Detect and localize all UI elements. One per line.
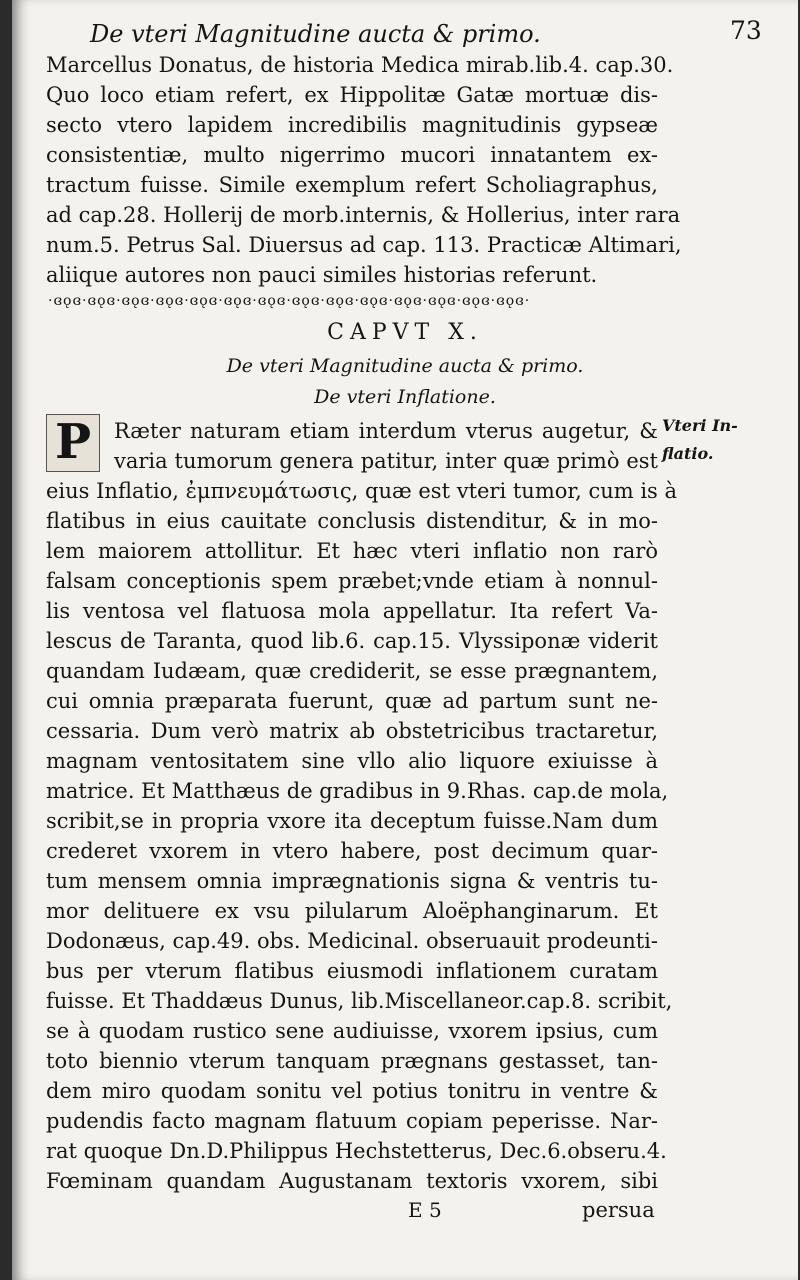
text-line: falsam conceptionis spem præbet;vnde etiam à nonnul-: [46, 569, 658, 593]
text-line: flatibus in eius cauitate conclusis distenditur, & in mo-: [46, 509, 658, 533]
chapter-heading: CAPVT X.: [327, 320, 483, 345]
text-line: scribit,se in propria vxore ita deceptum fuisse.Nam dum: [46, 809, 658, 833]
text-line: fuisse. Et Thaddæus Dunus, lib.Miscellaneor.cap.8. scribit,: [46, 989, 673, 1013]
text-line: Quo loco etiam refert, ex Hippolitæ Gatæ mortuæ dis-: [46, 83, 658, 107]
decorated-initial: P: [46, 414, 100, 472]
text-line: eius Inflatio, ἐμπνευμάτωσις, quæ est vteri tumor, cum is à: [46, 479, 678, 503]
page-number: 73: [730, 16, 762, 45]
text-line: Fœminam quandam Augustanam textoris vxorem, sibi: [46, 1169, 658, 1193]
text-line: Marcellus Donatus, de historia Medica mirab.lib.4. cap.30.: [46, 53, 674, 77]
text-line: aliique autores non pauci similes historias referunt.: [46, 263, 598, 287]
text-line: magnam ventositatem sine vllo alio liquore exiuisse à: [46, 749, 658, 773]
text-line: rat quoque Dn.D.Philippus Hechstetterus, Dec.6.obseru.4.: [46, 1139, 667, 1163]
text-line: Dodonæus, cap.49. obs. Medicinal. obseruauit prodeunti-: [46, 929, 658, 953]
text-line: pudendis facto magnam flatuum copiam peperisse. Nar-: [46, 1109, 658, 1133]
text-line: consistentiæ, multo nigerrimo mucori innatantem ex-: [46, 143, 658, 167]
text-line: mor delituere ex vsu pilularum Aloëphanginarum. Et: [46, 899, 658, 923]
catchword: persua: [582, 1198, 655, 1222]
margin-note: flatio.: [662, 444, 714, 463]
ornament-border: ·ɞǫɞ·ɞǫɞ·ɞǫɞ·ɞǫɞ·ɞǫɞ·ɞǫɞ·ɞǫɞ·ɞǫɞ·ɞǫɞ·ɞǫɞ·ɞǫɞ·ɞǫɞ·ɞǫɞ·ɞǫɞ·: [48, 293, 531, 309]
text-line: Ræter naturam etiam interdum vterus augetur, &: [114, 419, 658, 443]
running-title: De vteri Magnitudine aucta & primo.: [90, 20, 541, 48]
text-line: lis ventosa vel flatuosa mola appellatur. Ita refert Va-: [46, 599, 658, 623]
chapter-subtitle: De vteri Magnitudine aucta & primo.: [226, 355, 584, 377]
text-line: matrice. Et Matthæus de gradibus in 9.Rhas. cap.de mola,: [46, 779, 669, 803]
text-line: bus per vterum flatibus eiusmodi inflationem curatam: [46, 959, 658, 983]
text-line: secto vtero lapidem incredibilis magnitudinis gypseæ: [46, 113, 658, 137]
section-subtitle: De vteri Inflatione.: [314, 386, 496, 408]
text-line: crederet vxorem in vtero habere, post decimum quar-: [46, 839, 658, 863]
text-line: lescus de Taranta, quod lib.6. cap.15. Vlyssiponæ viderit: [46, 629, 658, 653]
text-line: cui omnia præparata fuerunt, quæ ad partum sunt ne-: [46, 689, 658, 713]
text-line: lem maiorem attollitur. Et hæc vteri inflatio non rarò: [46, 539, 658, 563]
text-line: cessaria. Dum verò matrix ab obstetricibus tractaretur,: [46, 719, 658, 743]
text-line: num.5. Petrus Sal. Diuersus ad cap. 113. Practicæ Altimari,: [46, 233, 682, 257]
text-line: se à quodam rustico sene audiuisse, vxorem ipsius, cum: [46, 1019, 658, 1043]
text-line: ad cap.28. Hollerij de morb.internis, & Hollerius, inter rara: [46, 203, 681, 227]
text-line: toto biennio vterum tanquam prægnans gestasset, tan-: [46, 1049, 658, 1073]
text-line: tum mensem omnia imprægnationis signa & ventris tu-: [46, 869, 658, 893]
text-line: tractum fuisse. Simile exemplum refert Scholiagraphus,: [46, 173, 658, 197]
signature-mark: E 5: [408, 1198, 442, 1222]
book-page: [12, 0, 798, 1280]
text-line: quandam Iudæam, quæ crediderit, se esse prægnantem,: [46, 659, 658, 683]
margin-note: Vteri In-: [662, 416, 738, 435]
text-line: varia tumorum genera patitur, inter quæ primò est: [114, 449, 658, 473]
text-line: dem miro quodam sonitu vel potius tonitru in ventre &: [46, 1079, 658, 1103]
